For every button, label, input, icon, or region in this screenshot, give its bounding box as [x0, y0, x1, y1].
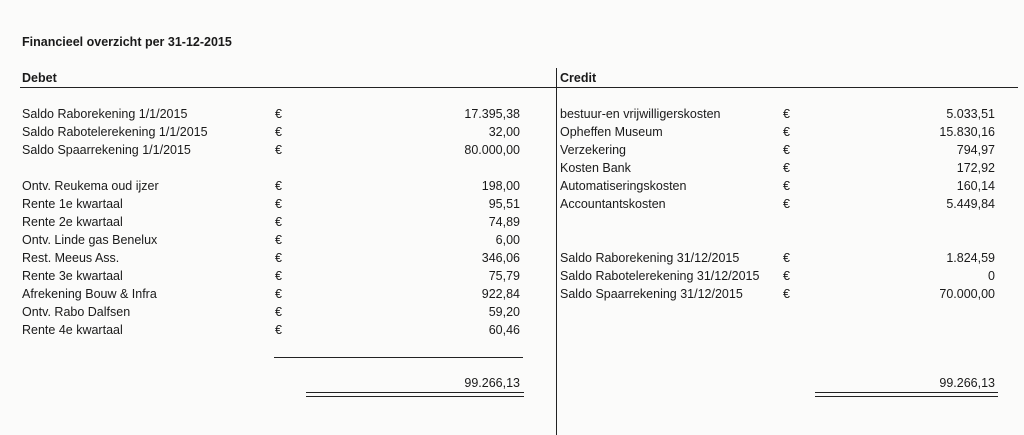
debet-subtotal-rule	[274, 357, 523, 358]
debet-row-label: Rente 2e kwartaal	[22, 215, 123, 229]
debet-row-currency: €	[275, 287, 282, 301]
debet-row-amount: 6,00	[495, 233, 520, 247]
debet-row-label: Ontv. Linde gas Benelux	[22, 233, 158, 247]
credit-row-currency: €	[783, 269, 790, 283]
credit-row	[560, 105, 1000, 123]
debet-row-label: Saldo Spaarrekening 1/1/2015	[22, 143, 191, 157]
debet-row-label: Rente 3e kwartaal	[22, 269, 123, 283]
debet-row-label: Rente 4e kwartaal	[22, 323, 123, 337]
debet-row-label: Rente 1e kwartaal	[22, 197, 123, 211]
credit-row-label: bestuur-en vrijwilligerskosten	[560, 107, 721, 121]
debet-row	[22, 213, 522, 231]
credit-row	[560, 123, 1000, 141]
debet-row-amount: 17.395,38	[464, 107, 520, 121]
debet-row	[22, 321, 522, 339]
debet-row-amount: 59,20	[488, 305, 520, 319]
credit-row	[560, 159, 1000, 177]
credit-row-currency: €	[783, 143, 790, 157]
credit-row-label: Saldo Rabotelerekening 31/12/2015	[560, 269, 760, 283]
credit-row-currency: €	[783, 287, 790, 301]
debet-row-label: Ontv. Reukema oud ijzer	[22, 179, 159, 193]
credit-row-label: Automatiseringskosten	[560, 179, 687, 193]
credit-row-amount: 0	[988, 269, 995, 283]
credit-row	[560, 195, 1000, 213]
debet-row-label: Saldo Raborekening 1/1/2015	[22, 107, 188, 121]
debet-row	[22, 303, 522, 321]
debet-total: 99.266,13	[464, 376, 520, 390]
credit-row-currency: €	[783, 197, 790, 211]
credit-row-amount: 1.824,59	[946, 251, 995, 265]
debet-row-amount: 32,00	[488, 125, 520, 139]
credit-row-amount: 5.449,84	[946, 197, 995, 211]
credit-row	[560, 141, 1000, 159]
debet-row	[22, 249, 522, 267]
debet-row-amount: 922,84	[481, 287, 520, 301]
debet-row-label: Ontv. Rabo Dalfsen	[22, 305, 131, 319]
credit-row	[560, 267, 1000, 285]
debet-row-amount: 346,06	[481, 251, 520, 265]
debet-row-currency: €	[275, 197, 282, 211]
debet-row	[22, 231, 522, 249]
debet-row-currency: €	[275, 251, 282, 265]
debet-row-label: Saldo Rabotelerekening 1/1/2015	[22, 125, 208, 139]
credit-row-currency: €	[783, 107, 790, 121]
debet-row-currency: €	[275, 305, 282, 319]
credit-row-label: Saldo Spaarrekening 31/12/2015	[560, 287, 743, 301]
debet-row	[22, 123, 522, 141]
credit-total-double-rule	[815, 392, 998, 397]
credit-row-currency: €	[783, 179, 790, 193]
credit-row	[560, 285, 1000, 303]
credit-row-amount: 160,14	[956, 179, 995, 193]
debet-row-label: Afrekening Bouw & Infra	[22, 287, 157, 301]
credit-row-amount: 172,92	[956, 161, 995, 175]
credit-row-label: Saldo Raborekening 31/12/2015	[560, 251, 740, 265]
debet-row-currency: €	[275, 143, 282, 157]
debet-row	[22, 177, 522, 195]
credit-row	[560, 177, 1000, 195]
debet-row-amount: 198,00	[481, 179, 520, 193]
credit-row-amount: 5.033,51	[946, 107, 995, 121]
credit-row-currency: €	[783, 125, 790, 139]
credit-row-amount: 70.000,00	[939, 287, 995, 301]
debet-row-amount: 95,51	[488, 197, 520, 211]
debet-row-amount: 80.000,00	[464, 143, 520, 157]
debet-total-double-rule	[306, 392, 524, 397]
credit-row-currency: €	[783, 161, 790, 175]
debet-row-currency: €	[275, 215, 282, 229]
header-rule	[20, 87, 1018, 88]
debet-row	[22, 195, 522, 213]
credit-row-label: Kosten Bank	[560, 161, 631, 175]
debet-row-currency: €	[275, 125, 282, 139]
debet-row	[22, 141, 522, 159]
debet-row-amount: 75,79	[488, 269, 520, 283]
credit-row-label: Verzekering	[560, 143, 627, 157]
credit-row-label: Accountantskosten	[560, 197, 666, 211]
credit-header: Credit	[560, 71, 597, 85]
credit-row-amount: 794,97	[956, 143, 995, 157]
debet-row	[22, 105, 522, 123]
credit-row-label: Opheffen Museum	[560, 125, 663, 139]
debet-row-amount: 60,46	[488, 323, 520, 337]
debet-row-currency: €	[275, 323, 282, 337]
debet-row-amount: 74,89	[488, 215, 520, 229]
credit-row	[560, 249, 1000, 267]
debet-header: Debet	[22, 71, 57, 85]
debet-row-label: Rest. Meeus Ass.	[22, 251, 120, 265]
debet-row-currency: €	[275, 269, 282, 283]
page-title: Financieel overzicht per 31-12-2015	[22, 35, 232, 49]
credit-row-currency: €	[783, 251, 790, 265]
debet-row	[22, 285, 522, 303]
credit-row-amount: 15.830,16	[939, 125, 995, 139]
debet-row-currency: €	[275, 233, 282, 247]
credit-total: 99.266,13	[939, 376, 995, 390]
debet-row	[22, 267, 522, 285]
column-divider	[556, 68, 557, 435]
debet-row-currency: €	[275, 179, 282, 193]
debet-row-currency: €	[275, 107, 282, 121]
